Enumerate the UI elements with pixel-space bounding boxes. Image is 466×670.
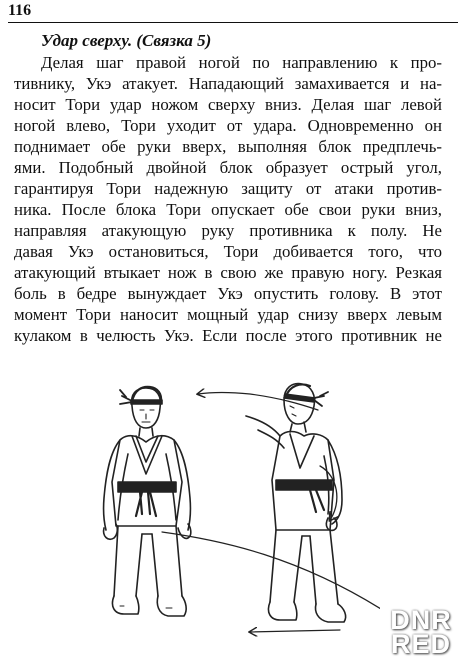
- body-line: направляя атакующую руку противника к полу. Не: [14, 221, 442, 240]
- body-line: атакующий втыкает нож в свою же правую ногу. Резкая: [14, 263, 442, 282]
- body-line: тивнику, Укэ атакует. Нападающий замахивается и на-: [14, 74, 442, 93]
- header-rule: [8, 22, 458, 23]
- body-line: носит Тори удар ножом сверху вниз. Делая шаг левой: [14, 95, 442, 114]
- body-line: кулаком в челюсть Укэ. Если после этого противник не: [14, 326, 442, 345]
- uke-figure: [104, 387, 191, 616]
- body-line: поднимает обе руки вверх, выполняя блок предплечь-: [14, 137, 442, 156]
- martial-arts-illustration: [80, 370, 380, 642]
- page-number: 116: [8, 2, 32, 19]
- motion-arrow: [162, 532, 380, 616]
- body-line: ногой влево, Тори уходит от удара. Одновременно он: [14, 116, 442, 135]
- watermark-line: RED: [390, 629, 451, 659]
- watermark: [382, 605, 460, 659]
- body-line: гарантируя Тори надежную защиту от атаки против-: [14, 179, 442, 198]
- body-line: ями. Подобный двойной блок образует острый угол,: [14, 158, 442, 177]
- section-heading: Удар сверху. (Связка 5): [41, 31, 212, 50]
- body-line: давая Укэ остановиться, Тори добивается того, что: [14, 242, 442, 261]
- body-line: момент Тори наносит мощный удар снизу вверх левым: [14, 305, 442, 324]
- body-line: ника. После блока Тори опускает обе свои руки вниз,: [14, 200, 442, 219]
- watermark-line: DNR: [390, 605, 452, 635]
- motion-arrow: [250, 630, 340, 632]
- body-line: Делая шаг правой ногой по направлению к про-: [41, 53, 442, 72]
- tori-figure: [246, 384, 346, 622]
- motion-arrow: [198, 393, 318, 411]
- body-line: боль в бедре вынуждает Укэ опустить голову. В этот: [14, 284, 442, 303]
